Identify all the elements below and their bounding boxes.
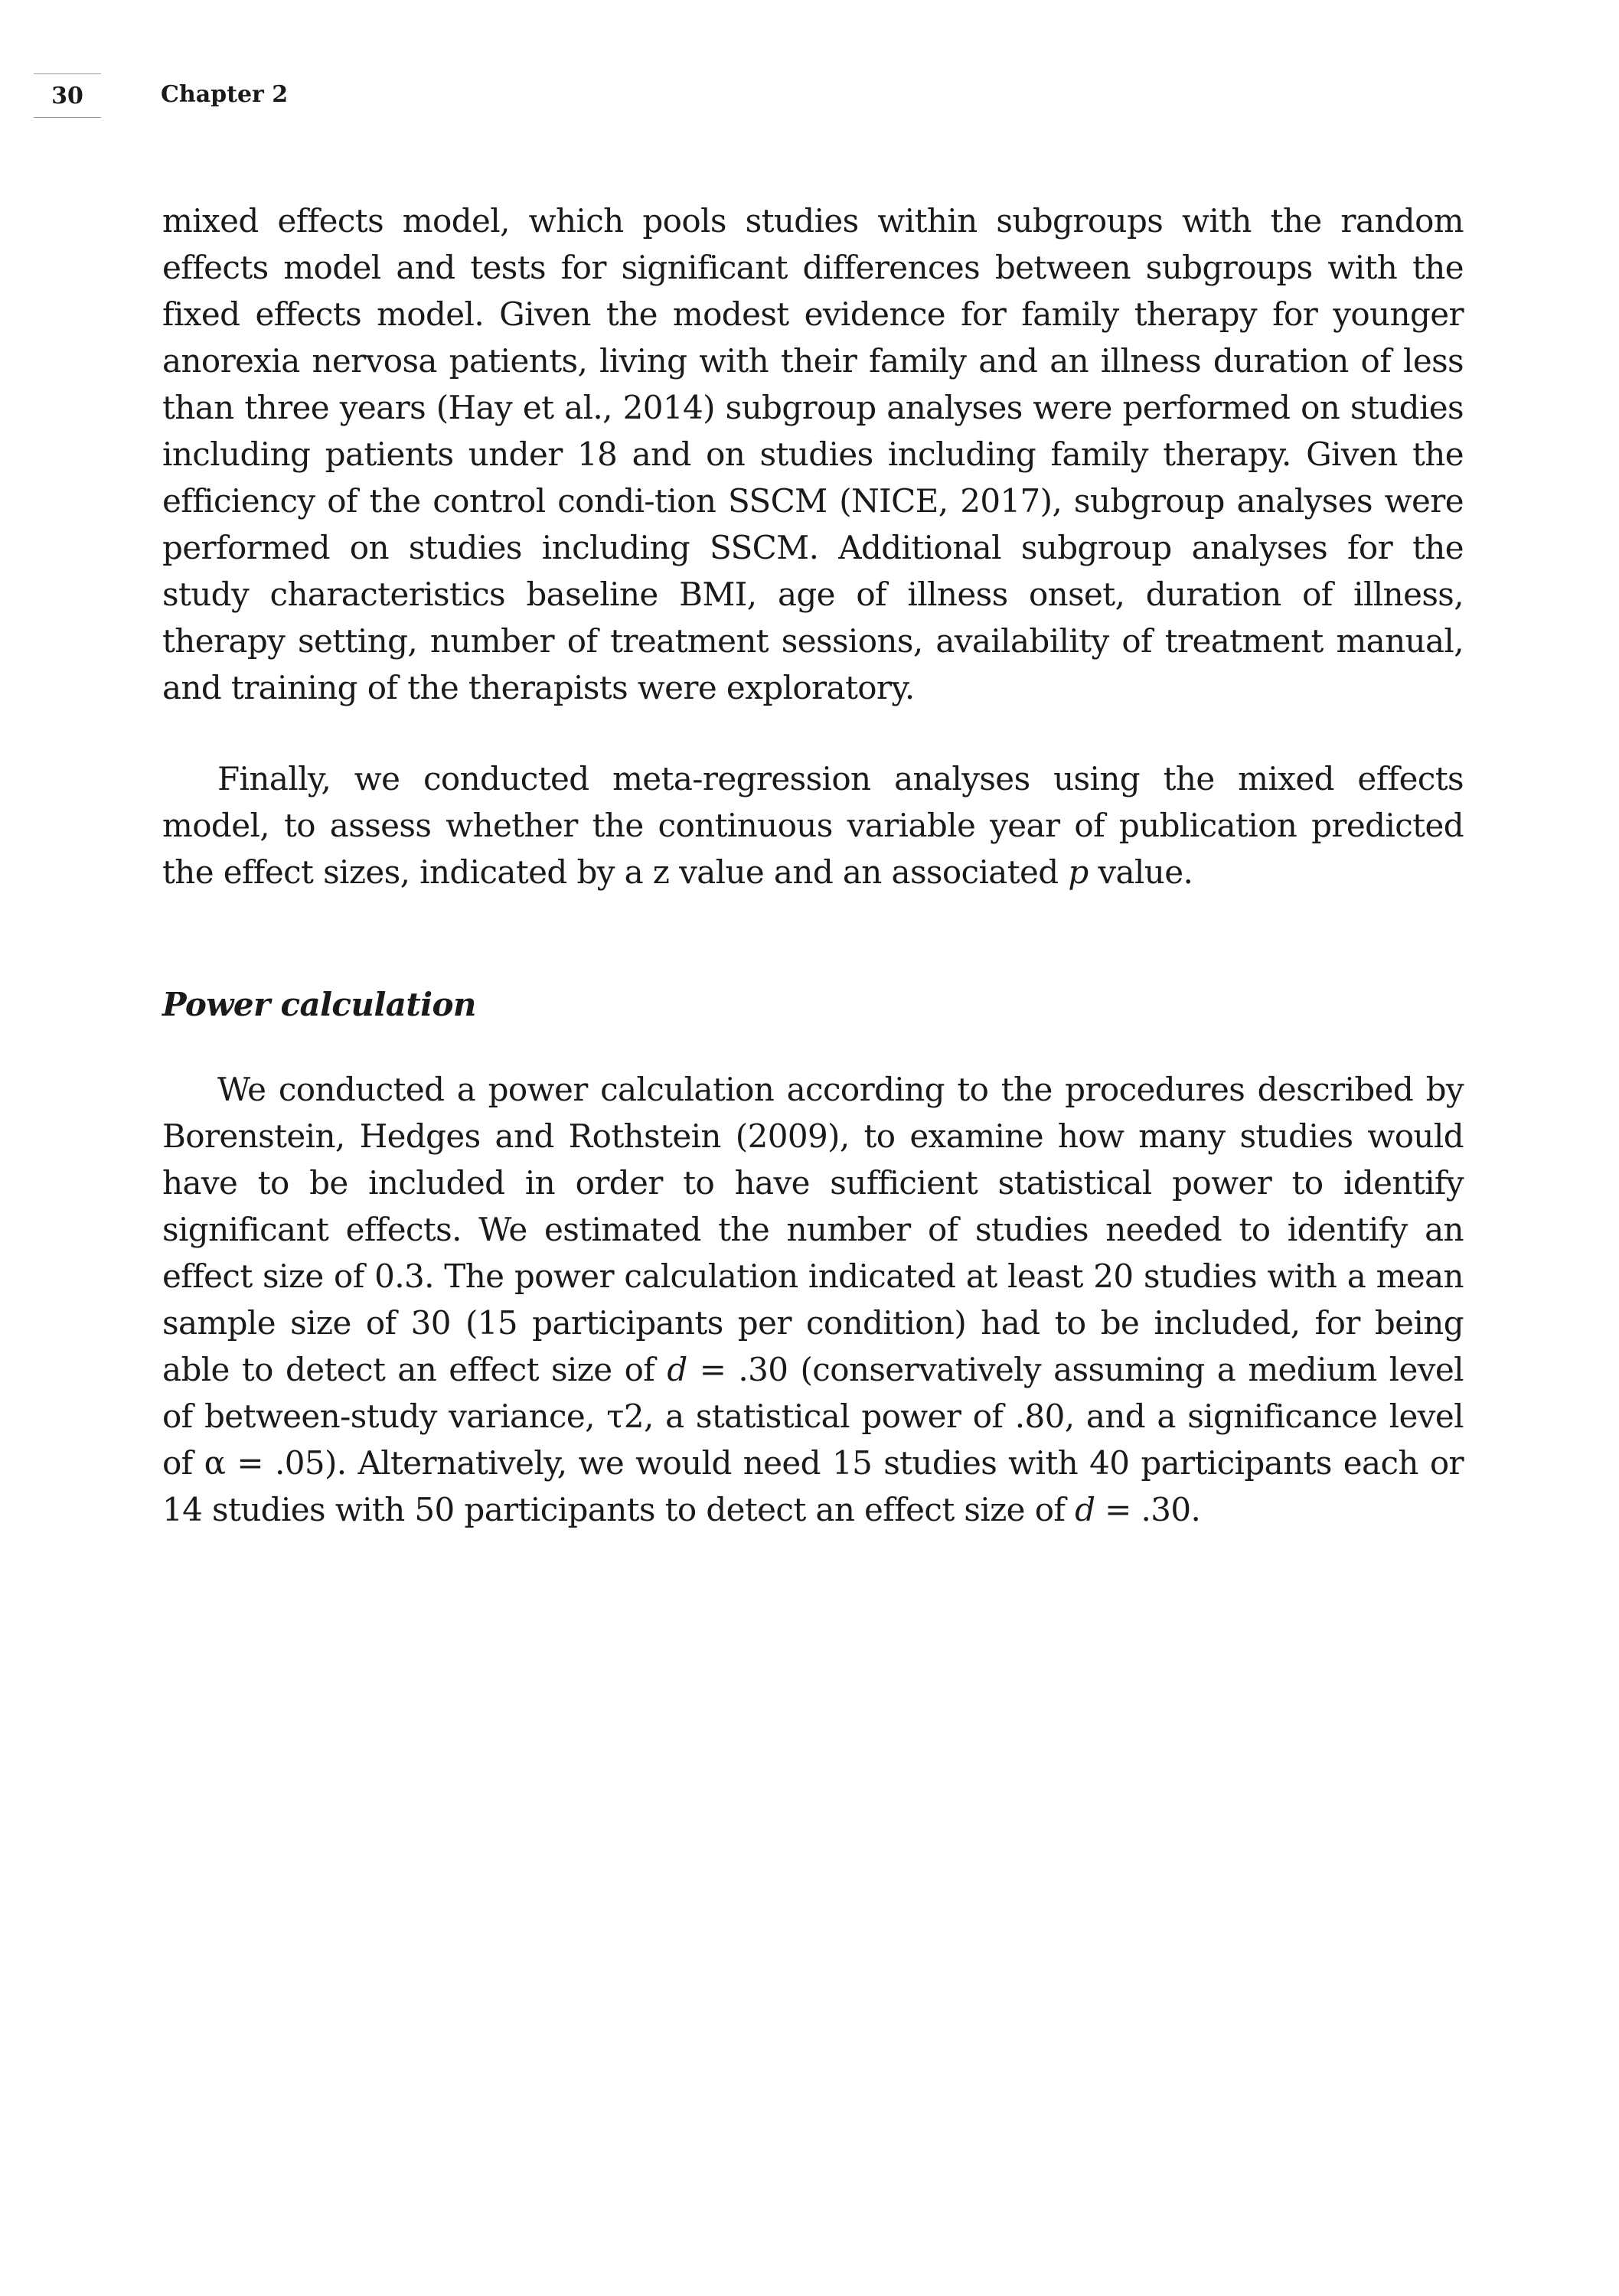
text-run: = .30 (conservatively assuming a medium level of between-study variance, τ2, a statistical power of .80, and a significance level of α = .05). Alternatively, we would need 15 studies with 40 participants each or 14 studies with 50 participants to detect an effect size of: [162, 1351, 1464, 1528]
text-run: = .30.: [1095, 1491, 1201, 1528]
section-heading-power-calculation: Power calculation: [162, 986, 476, 1023]
text-run: value.: [1088, 853, 1193, 891]
italic-p: p: [1068, 853, 1089, 891]
paragraph-subgroup-analyses: mixed effects model, which pools studies within subgroups with the random effects model and tests for significant differences between subgroups with the fixed effects model. Given the modest evidence for family therapy for younger anorexia nervosa patients, living with their family and an illness duration of less than three years (Hay et al., 2014) subgroup analyses were performed on studies including patients under 18 and on studies including family therapy. Given the efficiency of the control condi-tion SSCM (NICE, 2017), subgroup analyses were performed on studies including SSCM. Additional subgroup analyses for the study characteristics baseline BMI, age of illness onset, duration of illness, therapy setting, number of treatment sessions, availability of treatment manual, and training of the therapists were exploratory.: [162, 202, 1464, 706]
chapter-label: Chapter 2: [161, 81, 289, 108]
running-header: [34, 73, 1488, 119]
page-body: [162, 197, 1464, 1533]
paragraph-meta-regression: [162, 755, 1464, 895]
text-run: We conducted a power calculation according to the procedures described by Borenstein, Hedges and Rothstein (2009), to examine how many studies would have to be included in order to have sufficient statistical power to identify significant effects. We estimated the number of studies needed to identify an effect size of 0.3. The power calculation indicated at least 20 studies with a mean sample size of 30 (15 participants per condition) had to be included, for being able to detect an effect size of: [162, 1071, 1464, 1388]
paragraph-power-calculation: [162, 1066, 1464, 1533]
italic-d: d: [1075, 1491, 1095, 1528]
page-number: 30: [34, 73, 101, 118]
italic-d: d: [667, 1351, 687, 1388]
text-run: Finally, we conducted meta-regression analyses using the mixed effects model, to assess whether the continuous variable year of publication predicted the effect sizes, indicated by a z value and an associated: [162, 760, 1464, 891]
